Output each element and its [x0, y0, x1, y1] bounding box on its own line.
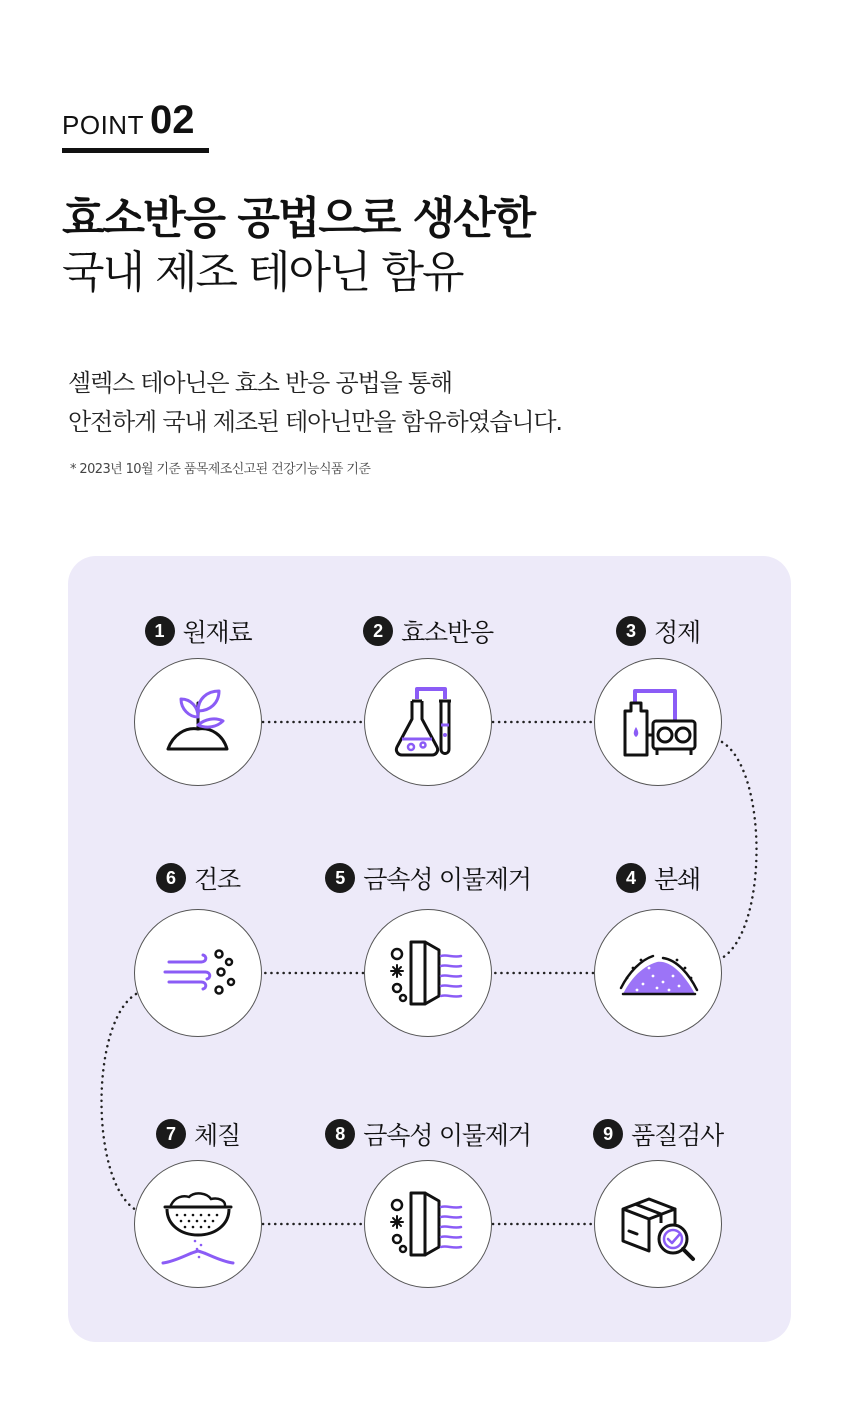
- step-label-3: [558, 614, 758, 648]
- step-number-8: 8: [325, 1119, 355, 1149]
- step-label-9: [558, 1117, 758, 1151]
- step-circle-1: [134, 658, 262, 786]
- purifier-icon: [613, 677, 703, 767]
- step-number-1: 1: [145, 616, 175, 646]
- step-circle-3: [594, 658, 722, 786]
- filter-icon: [383, 1179, 473, 1269]
- step-title-5: 금속성 이물제거: [363, 865, 531, 894]
- wind-icon: [153, 928, 243, 1018]
- step-circle-7: [134, 1160, 262, 1288]
- sieve-icon: [153, 1179, 243, 1269]
- step-number-5: 5: [325, 863, 355, 893]
- step-title-2: 효소반응: [401, 618, 493, 647]
- step-circle-2: [364, 658, 492, 786]
- step-circle-4: [594, 909, 722, 1037]
- footnote: * 2023년 10월 기준 품목제조신고된 건강기능식품 기준: [70, 462, 371, 477]
- step-circle-8: [364, 1160, 492, 1288]
- step-number-3: 3: [616, 616, 646, 646]
- point-label: [62, 100, 194, 140]
- step-title-3: 정제: [654, 618, 700, 647]
- step-label-5: [308, 861, 548, 895]
- point-number: 02: [149, 98, 195, 142]
- step-number-2: 2: [363, 616, 393, 646]
- filter-icon: [383, 928, 473, 1018]
- step-title-8: 금속성 이물제거: [363, 1121, 531, 1150]
- step-circle-5: [364, 909, 492, 1037]
- point-underline: [62, 148, 209, 153]
- title-line-2: 국내 제조 테아닌 함유: [62, 247, 463, 298]
- step-title-9: 품질검사: [631, 1121, 723, 1150]
- step-circle-9: [594, 1160, 722, 1288]
- flask-icon: [383, 677, 473, 767]
- title-line-1: 효소반응 공법으로 생산한: [62, 193, 535, 244]
- step-title-1: 원재료: [182, 618, 252, 647]
- step-circle-6: [134, 909, 262, 1037]
- step-label-7: [98, 1117, 298, 1151]
- step-number-7: 7: [156, 1119, 186, 1149]
- step-title-4: 분쇄: [654, 865, 700, 894]
- step-number-6: 6: [156, 863, 186, 893]
- step-title-7: 체질: [194, 1121, 240, 1150]
- powder-pile-icon: [613, 928, 703, 1018]
- step-label-8: [308, 1117, 548, 1151]
- description-line-1: 셀렉스 테아닌은 효소 반응 공법을 통해: [68, 369, 452, 397]
- description: [68, 364, 562, 442]
- box-inspection-icon: [613, 1179, 703, 1269]
- step-title-6: 건조: [194, 865, 240, 894]
- step-label-1: [98, 614, 298, 648]
- step-number-9: 9: [593, 1119, 623, 1149]
- step-label-4: [558, 861, 758, 895]
- step-label-2: [328, 614, 528, 648]
- step-label-6: [98, 861, 298, 895]
- point-word: POINT: [62, 110, 144, 140]
- sprout-icon: [153, 677, 243, 767]
- step-number-4: 4: [616, 863, 646, 893]
- description-line-2: 안전하게 국내 제조된 테아닌만을 함유하였습니다.: [68, 408, 562, 436]
